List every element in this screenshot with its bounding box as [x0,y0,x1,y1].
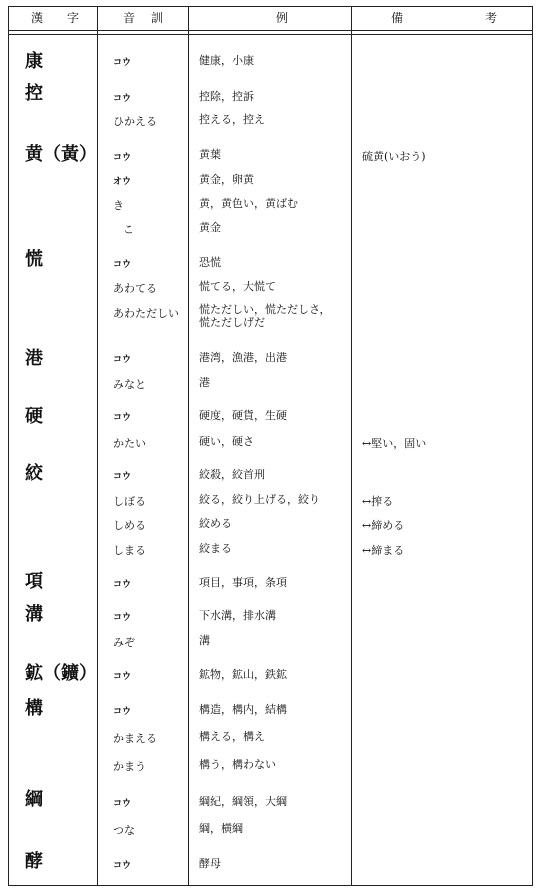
example: 恐慌 [199,256,221,269]
kanji-entry: 康 [25,51,43,72]
example: 健康，小康 [199,54,254,67]
column-divider [351,7,352,885]
header-notes: 備 [391,11,404,25]
example: 下水溝，排水溝 [199,609,276,622]
reading: コウ [113,799,132,809]
header-reading: 訓 [151,11,164,25]
kanji-entry: 控 [25,83,43,104]
example: 控える，控え [199,113,265,126]
reading: コウ [113,580,132,590]
reading: コウ [113,672,132,682]
example: 構う，構わない [199,758,276,771]
example: 酵母 [199,857,221,870]
kanji-entry: 硬 [25,406,43,427]
reading: しまる [113,544,146,557]
reading: かまえる [113,732,157,745]
note: ↔堅い，固い [362,437,427,450]
note: ↔搾る [362,495,394,508]
reading: かまう [113,760,146,773]
kanji-entry: 鉱（鑛） [25,663,97,684]
reading: き [113,199,124,212]
example: 黄，黄色い，黄ばむ [199,197,298,210]
header-rule [9,30,532,31]
reading: コウ [113,153,132,163]
reading: みなと [113,378,146,391]
reading: こ [123,223,134,236]
reading: コウ [113,707,132,717]
example: 黄金，卵黄 [199,173,254,186]
reading: コウ [113,472,132,482]
reading: コウ [113,260,132,270]
note: ↔締める [362,519,405,532]
reading: オウ [113,177,132,187]
example: 絞る，絞り上げる，絞り [199,493,320,506]
reading: コウ [113,413,132,423]
header-kanji: 漢 [31,11,44,25]
example: 構える，構え [199,730,265,743]
example: 構造，構内，結構 [199,703,287,716]
kanji-entry: 項 [25,571,43,592]
reading: しめる [113,519,146,532]
example: 項目，事項，条項 [199,576,287,589]
reading: つな [113,824,135,837]
reading: コウ [113,94,132,104]
kanji-entry: 港 [25,348,43,369]
example: 港 [199,376,210,389]
example: 綱，横綱 [199,822,243,835]
reading: しぼる [113,495,146,508]
header-example: 例 [276,11,289,25]
example: 港湾，漁港，出港 [199,351,287,364]
example: 慌てる，大慌て [199,280,276,293]
reading: コウ [113,355,132,365]
header-rule [9,34,532,35]
example: 絞まる [199,542,232,555]
example: 黄葉 [199,148,221,161]
reading: コウ [113,861,132,871]
kanji-entry: 黄（黃） [25,144,97,165]
reading: あわてる [113,282,157,295]
header-reading: 音 [123,11,136,25]
example: 絞殺，絞首刑 [199,468,265,481]
example: 慌ただしい，慌ただしさ， [199,303,331,316]
reading: みぞ [113,636,135,649]
kanji-entry: 酵 [25,851,43,872]
example: 黄金 [199,221,221,234]
reading: コウ [113,58,132,68]
example: 慌ただしげだ [199,316,265,329]
example: 硬度，硬貨，生硬 [199,409,287,422]
kanji-entry: 絞 [25,463,43,484]
example: 控除，控訴 [199,90,254,103]
kanji-entry: 慌 [25,249,43,270]
reading: コウ [113,613,132,623]
note: ↔締まる [362,544,405,557]
reading: あわただしい [113,307,179,320]
reading: ひかえる [113,115,157,128]
example: 溝 [199,634,210,647]
example: 絞める [199,517,232,530]
column-divider [188,7,189,885]
example: 鉱物，鉱山，鉄鉱 [199,668,287,681]
reading: かたい [113,437,146,450]
header-kanji: 字 [67,11,80,25]
kanji-entry: 構 [25,698,43,719]
note: 硫黄(いおう) [362,150,426,163]
header-notes: 考 [485,11,498,25]
kanji-entry: 綱 [25,789,43,810]
kanji-table [8,6,533,886]
example: 綱紀，綱領，大綱 [199,795,287,808]
column-divider [97,7,98,885]
example: 硬い，硬さ [199,435,254,448]
kanji-entry: 溝 [25,604,43,625]
